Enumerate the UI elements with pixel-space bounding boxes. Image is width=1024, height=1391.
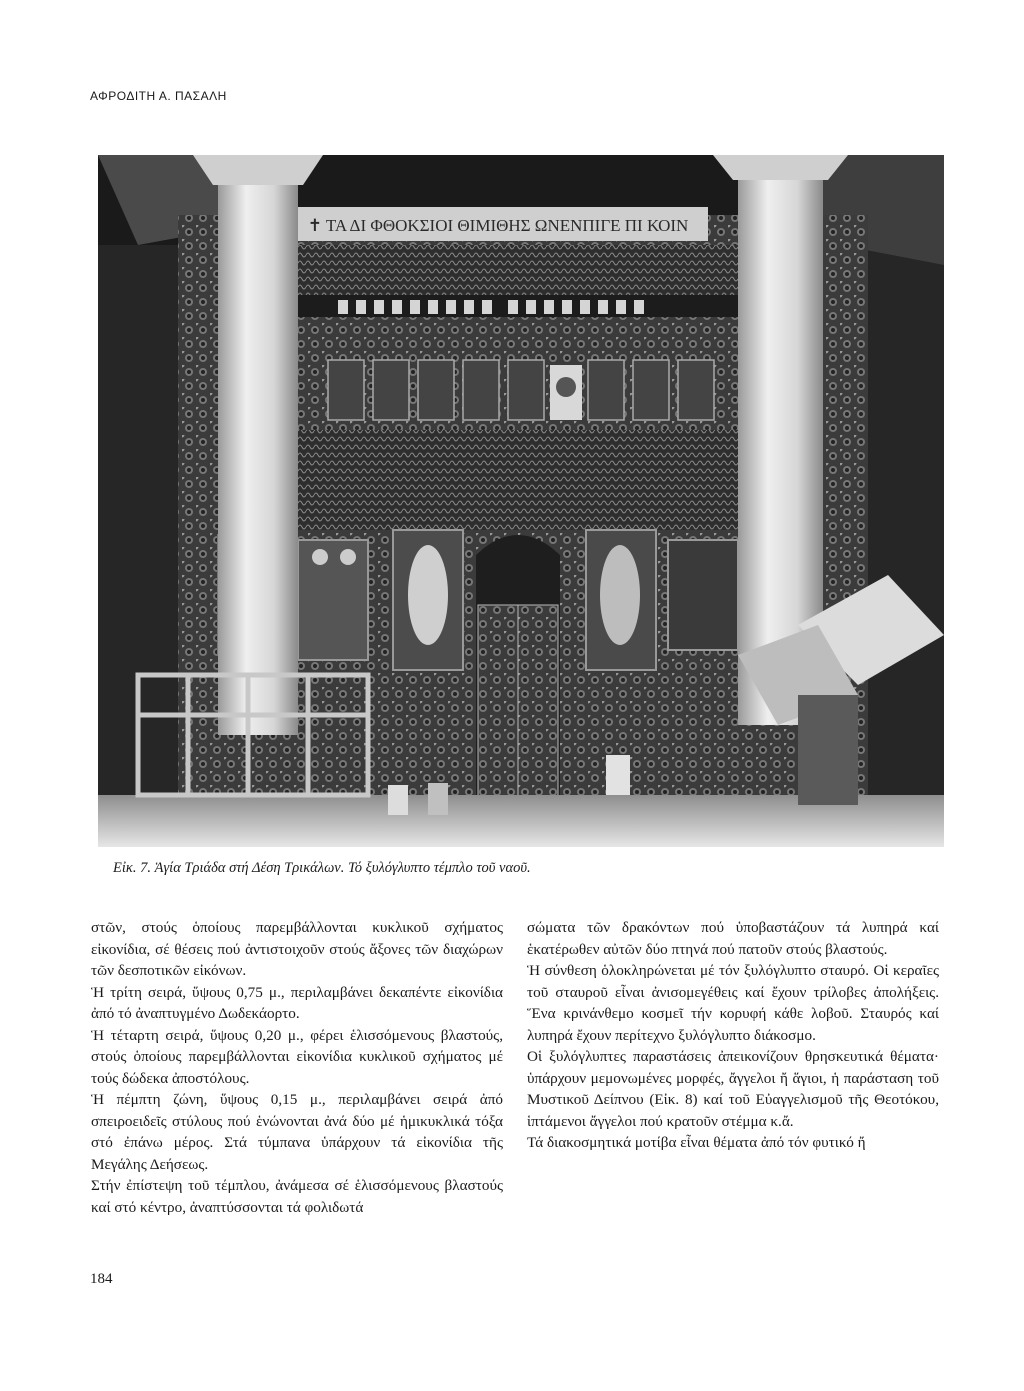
figure-caption: Εἰκ. 7. Ἁγία Τριάδα στή Δέση Τρικάλων. Τό ξυλόγλυπτο τέμπλο τοῦ ναοῦ. (113, 860, 531, 876)
paragraph: Ἡ τρίτη σειρά, ὕψους 0,75 μ., περιλαμβάνει δεκαπέντε εἰκονίδια ἀπό τό ἀναπτυγμένο Δωδεκάορτο. (91, 983, 503, 1022)
inscription-text: ✝ ΤΑ ΔΙ ΦΘΟΚΣΙΟΙ ΘΙΜΙΘΗΣ ΩΝΕΝΠΙΓΕ ΠΙ ΚΟΙΝ (307, 216, 689, 235)
right-column (527, 917, 939, 1154)
paragraph: Στήν ἐπίστεψη τοῦ τέμπλου, ἀνάμεσα σέ ἑλισσόμενους βλαστούς καί στό κέντρο, ἀναπτύσσονται τά φολιδωτά (91, 1177, 503, 1216)
running-head: ΑΦΡΟΔΙΤΗ Α. ΠΑΣΑΛΗ (90, 89, 227, 103)
iconostasis-photo (98, 155, 944, 847)
paragraph: στῶν, στούς ὁποίους παρεμβάλλονται κυκλικοῦ σχήματος εἰκονίδια, σέ θέσεις πού ἀντιστοιχοῦν στούς ἄξονες τῶν διαχώρων τῶν δεσποτικῶν εἰκόνων. (91, 919, 503, 979)
paragraph: σώματα τῶν δρακόντων πού ὑποβαστάζουν τά λυπηρά καί ἑκατέρωθεν αὐτῶν δύο πτηνά πού πατοῦν στούς βλαστούς. (527, 919, 939, 958)
paragraph: Οἱ ξυλόγλυπτες παραστάσεις ἀπεικονίζουν θρησκευτικά θέματα· ὑπάρχουν μεμονωμένες μορφές, ἄγγελοι ἤ ἅγιοι, ἡ παράσταση τοῦ Μυστικοῦ Δείπνου (Εἰκ. 8) καί τοῦ Εὐαγγελισμοῦ τῆς Θεοτόκου, ἱπτάμενοι ἄγγελοι πού κρατοῦν στέμμα κ.ἄ. (527, 1048, 939, 1130)
paragraph: Ἡ πέμπτη ζώνη, ὕψους 0,15 μ., περιλαμβάνει σειρά ἀπό σπειροειδεῖς στύλους πού ἑνώνονται ἀνά δύο μέ ἡμικυκλικά τόξα στό ἐπάνω μέρος. Στά τύμπανα ὑπάρχουν τά εἰκονίδια τῆς Μεγάλης Δεήσεως. (91, 1091, 503, 1173)
page-number: 184 (90, 1271, 113, 1287)
left-column (91, 917, 503, 1218)
paragraph: Τά διακοσμητικά μοτίβα εἶναι θέματα ἀπό τόν φυτικό ἤ (527, 1134, 866, 1151)
paragraph: Ἡ τέταρτη σειρά, ὕψους 0,20 μ., φέρει ἑλισσόμενους βλαστούς, στούς ὁποίους παρεμβάλλονται εἰκονίδια κυκλικοῦ σχήματος μέ τούς δώδεκα ἀποστόλους. (91, 1026, 503, 1087)
paragraph: Ἡ σύνθεση ὁλοκληρώνεται μέ τόν ξυλόγλυπτο σταυρό. Οἱ κεραῖες τοῦ σταυροῦ εἶναι ἀνισομεγέθεις καί ἔχουν τρίλοβες ἀπολήξεις. Ἕνα κρινάνθεμο κοσμεῖ τήν κορυφή κάθε λοβοῦ. Σταυρός καί λυπηρά ἔχουν περίτεχνο ξυλόγλυπτο διάκοσμο. (527, 962, 939, 1044)
